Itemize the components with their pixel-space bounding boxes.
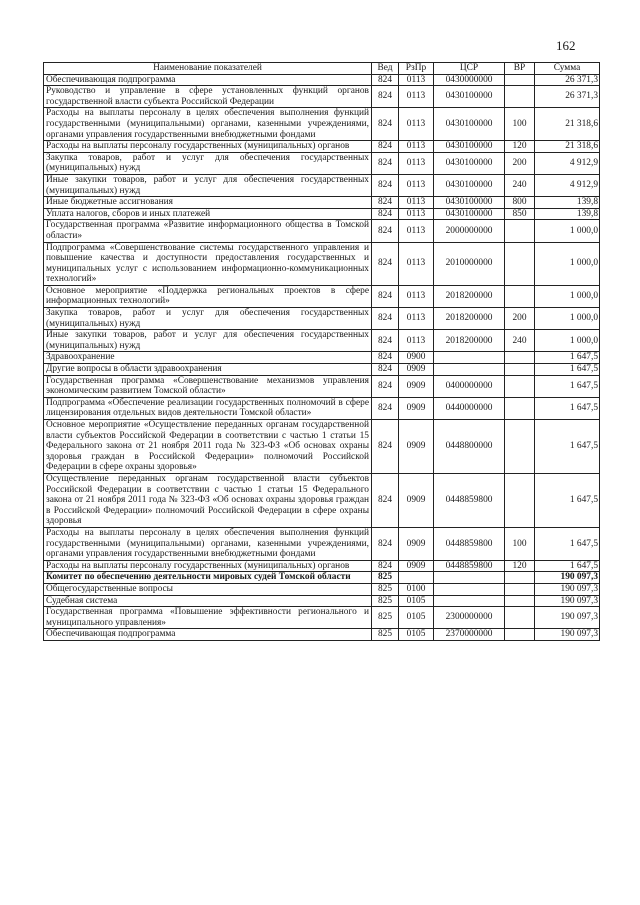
- cell-ved: 824: [372, 352, 399, 364]
- cell-name: Судебная система: [44, 595, 372, 607]
- cell-sum: 1 000,0: [535, 285, 600, 307]
- cell-vr: 200: [505, 152, 535, 174]
- cell-rzpr: 0105: [399, 607, 434, 629]
- cell-sum: 190 097,3: [535, 607, 600, 629]
- cell-ved: 824: [372, 330, 399, 352]
- cell-name: Обеспечивающая подпрограмма: [44, 74, 372, 86]
- cell-rzpr: 0909: [399, 397, 434, 419]
- table-row: [44, 208, 600, 220]
- cell-ved: 824: [372, 197, 399, 209]
- cell-rzpr: 0113: [399, 208, 434, 220]
- cell-sum: 190 097,3: [535, 572, 600, 584]
- cell-ved: 824: [372, 285, 399, 307]
- cell-name: Основное мероприятие «Осуществление переданных органам государственной власти субъектов Российской Федерации в соответствии с частью 1 статьи 15 Федерального закона от 21 ноября 2011 года № 323-ФЗ «Об основах охраны здоровья граждан в Российской Федерации» полномочий Российской Федерации в сфере охраны здоровья»: [44, 420, 372, 474]
- cell-csr: 0448859800: [434, 527, 505, 560]
- cell-sum: 21 318,6: [535, 141, 600, 153]
- table-row: [44, 74, 600, 86]
- cell-vr: 240: [505, 330, 535, 352]
- cell-sum: 1 647,5: [535, 527, 600, 560]
- cell-sum: 190 097,3: [535, 583, 600, 595]
- cell-name: Государственная программа «Развитие информационного общества в Томской области»: [44, 220, 372, 242]
- cell-name: Подпрограмма «Обеспечение реализации государственных полномочий в сфере лицензирования отдельных видов деятельности Томской области»: [44, 397, 372, 419]
- cell-sum: 190 097,3: [535, 595, 600, 607]
- cell-vr: [505, 473, 535, 527]
- table-row: [44, 527, 600, 560]
- cell-csr: [434, 595, 505, 607]
- cell-ved: 824: [372, 141, 399, 153]
- header-name: Наименование показателей: [44, 63, 372, 75]
- table-row: [44, 197, 600, 209]
- cell-ved: 824: [372, 208, 399, 220]
- cell-rzpr: 0113: [399, 242, 434, 285]
- cell-csr: 2018200000: [434, 285, 505, 307]
- header-csr: ЦСР: [434, 63, 505, 75]
- table-row: [44, 629, 600, 641]
- table-row: [44, 285, 600, 307]
- cell-csr: 0440000000: [434, 397, 505, 419]
- cell-sum: 1 647,5: [535, 420, 600, 474]
- cell-vr: [505, 285, 535, 307]
- cell-sum: 1 647,5: [535, 397, 600, 419]
- cell-ved: 824: [372, 74, 399, 86]
- cell-sum: 190 097,3: [535, 629, 600, 641]
- cell-ved: 824: [372, 220, 399, 242]
- cell-csr: [434, 352, 505, 364]
- cell-vr: 120: [505, 141, 535, 153]
- cell-ved: 824: [372, 308, 399, 330]
- cell-name: Расходы на выплаты персоналу в целях обеспечения выполнения функций государственными (муниципальными) органами, казенными учреждениями, органами управления государственными внебюджетными фондами: [44, 527, 372, 560]
- cell-vr: [505, 375, 535, 397]
- cell-vr: [505, 572, 535, 584]
- table-body: [44, 74, 600, 640]
- cell-csr: 2000000000: [434, 220, 505, 242]
- table-row: [44, 420, 600, 474]
- cell-rzpr: 0113: [399, 174, 434, 196]
- cell-vr: [505, 629, 535, 641]
- cell-vr: 800: [505, 197, 535, 209]
- cell-rzpr: 0909: [399, 527, 434, 560]
- cell-ved: 824: [372, 473, 399, 527]
- cell-csr: 0430100000: [434, 86, 505, 108]
- cell-csr: 0448859800: [434, 473, 505, 527]
- table-row: [44, 595, 600, 607]
- table-row: [44, 141, 600, 153]
- cell-vr: [505, 397, 535, 419]
- cell-vr: 240: [505, 174, 535, 196]
- cell-csr: [434, 572, 505, 584]
- table-row: [44, 220, 600, 242]
- cell-rzpr: 0113: [399, 74, 434, 86]
- cell-name: Государственная программа «Совершенствование механизмов управления экономическим развитием Томской области»: [44, 375, 372, 397]
- cell-ved: 824: [372, 242, 399, 285]
- cell-name: Комитет по обеспечению деятельности мировых судей Томской области: [44, 572, 372, 584]
- table-row: [44, 364, 600, 376]
- cell-sum: 139,8: [535, 208, 600, 220]
- cell-csr: 0400000000: [434, 375, 505, 397]
- cell-rzpr: 0909: [399, 375, 434, 397]
- cell-rzpr: 0105: [399, 595, 434, 607]
- cell-sum: 139,8: [535, 197, 600, 209]
- cell-ved: 825: [372, 595, 399, 607]
- cell-name: Уплата налогов, сборов и иных платежей: [44, 208, 372, 220]
- cell-csr: 0430100000: [434, 152, 505, 174]
- cell-ved: 824: [372, 397, 399, 419]
- cell-vr: [505, 595, 535, 607]
- cell-rzpr: 0900: [399, 352, 434, 364]
- cell-sum: 1 000,0: [535, 308, 600, 330]
- table-row: [44, 397, 600, 419]
- cell-csr: 0430100000: [434, 108, 505, 141]
- table-row: [44, 108, 600, 141]
- cell-ved: 824: [372, 152, 399, 174]
- cell-name: Осуществление переданных органам государственной власти субъектов Российской Федерации в соответствии с частью 1 статьи 15 Федерального закона от 21 ноября 2011 года № 323-ФЗ «Об основах охраны здоровья граждан в Российской Федерации» полномочий Российской Федерации в сфере охраны здоровья: [44, 473, 372, 527]
- cell-name: Иные закупки товаров, работ и услуг для обеспечения государственных (муниципальных) нужд: [44, 174, 372, 196]
- budget-table: [43, 62, 600, 641]
- cell-ved: 824: [372, 364, 399, 376]
- table-row: [44, 352, 600, 364]
- cell-sum: 26 371,3: [535, 86, 600, 108]
- header-ved: Вед: [372, 63, 399, 75]
- table-row: [44, 330, 600, 352]
- cell-rzpr: 0113: [399, 330, 434, 352]
- cell-sum: 21 318,6: [535, 108, 600, 141]
- table-row: [44, 572, 600, 584]
- cell-ved: 824: [372, 375, 399, 397]
- cell-name: Здравоохранение: [44, 352, 372, 364]
- cell-csr: 2010000000: [434, 242, 505, 285]
- cell-sum: 26 371,3: [535, 74, 600, 86]
- cell-rzpr: 0100: [399, 583, 434, 595]
- header-vr: ВР: [505, 63, 535, 75]
- cell-name: Закупка товаров, работ и услуг для обеспечения государственных (муниципальных) нужд: [44, 152, 372, 174]
- cell-sum: 1 647,5: [535, 364, 600, 376]
- cell-rzpr: 0909: [399, 364, 434, 376]
- cell-ved: 825: [372, 583, 399, 595]
- cell-csr: 0430100000: [434, 208, 505, 220]
- cell-vr: 120: [505, 560, 535, 572]
- cell-sum: 1 647,5: [535, 375, 600, 397]
- cell-ved: 824: [372, 174, 399, 196]
- table-row: [44, 473, 600, 527]
- cell-vr: 100: [505, 527, 535, 560]
- cell-rzpr: 0113: [399, 308, 434, 330]
- cell-sum: 1 000,0: [535, 330, 600, 352]
- cell-sum: 1 000,0: [535, 220, 600, 242]
- cell-csr: 0448800000: [434, 420, 505, 474]
- cell-csr: [434, 364, 505, 376]
- cell-rzpr: 0113: [399, 197, 434, 209]
- table-row: [44, 607, 600, 629]
- cell-vr: [505, 420, 535, 474]
- cell-name: Расходы на выплаты персоналу в целях обеспечения выполнения функций государственными (муниципальными) органами, казенными учреждениями, органами управления государственными внебюджетными фондами: [44, 108, 372, 141]
- cell-ved: 825: [372, 629, 399, 641]
- cell-rzpr: 0113: [399, 141, 434, 153]
- cell-name: Руководство и управление в сфере установленных функций органов государственной власти субъекта Российской Федерации: [44, 86, 372, 108]
- cell-sum: 4 912,9: [535, 174, 600, 196]
- cell-name: Иные бюджетные ассигнования: [44, 197, 372, 209]
- table-row: [44, 583, 600, 595]
- cell-name: Государственная программа «Повышение эффективности регионального и муниципального управления»: [44, 607, 372, 629]
- cell-rzpr: 0909: [399, 473, 434, 527]
- cell-name: Иные закупки товаров, работ и услуг для обеспечения государственных (муниципальных) нужд: [44, 330, 372, 352]
- cell-vr: 200: [505, 308, 535, 330]
- cell-vr: [505, 220, 535, 242]
- cell-csr: 0448859800: [434, 560, 505, 572]
- cell-csr: 2370000000: [434, 629, 505, 641]
- cell-ved: 824: [372, 108, 399, 141]
- cell-name: Подпрограмма «Совершенствование системы государственного управления и повышение качества и доступности предоставления государственных и муниципальных услуг с использованием информационно-коммуникационных технологий»: [44, 242, 372, 285]
- cell-sum: 4 912,9: [535, 152, 600, 174]
- cell-sum: 1 647,5: [535, 560, 600, 572]
- cell-csr: 0430100000: [434, 174, 505, 196]
- cell-vr: [505, 352, 535, 364]
- cell-csr: 0430100000: [434, 197, 505, 209]
- cell-sum: 1 000,0: [535, 242, 600, 285]
- cell-vr: [505, 607, 535, 629]
- cell-ved: 824: [372, 86, 399, 108]
- cell-ved: 825: [372, 572, 399, 584]
- cell-name: Другие вопросы в области здравоохранения: [44, 364, 372, 376]
- cell-rzpr: 0113: [399, 108, 434, 141]
- cell-rzpr: 0113: [399, 220, 434, 242]
- cell-vr: [505, 74, 535, 86]
- cell-sum: 1 647,5: [535, 473, 600, 527]
- cell-rzpr: 0105: [399, 629, 434, 641]
- cell-name: Закупка товаров, работ и услуг для обеспечения государственных (муниципальных) нужд: [44, 308, 372, 330]
- cell-vr: 850: [505, 208, 535, 220]
- cell-csr: 2018200000: [434, 330, 505, 352]
- cell-rzpr: 0113: [399, 86, 434, 108]
- cell-sum: 1 647,5: [535, 352, 600, 364]
- header-rzpr: РзПр: [399, 63, 434, 75]
- cell-rzpr: 0113: [399, 285, 434, 307]
- cell-csr: 0430100000: [434, 141, 505, 153]
- cell-name: Основное мероприятие «Поддержка региональных проектов в сфере информационных технологий»: [44, 285, 372, 307]
- cell-name: Обеспечивающая подпрограмма: [44, 629, 372, 641]
- cell-ved: 824: [372, 420, 399, 474]
- cell-ved: 824: [372, 560, 399, 572]
- cell-vr: 100: [505, 108, 535, 141]
- cell-vr: [505, 364, 535, 376]
- cell-name: Расходы на выплаты персоналу государственных (муниципальных) органов: [44, 560, 372, 572]
- cell-csr: 2018200000: [434, 308, 505, 330]
- cell-csr: [434, 583, 505, 595]
- table-header-row: [44, 63, 600, 75]
- cell-ved: 824: [372, 527, 399, 560]
- cell-name: Общегосударственные вопросы: [44, 583, 372, 595]
- table-row: [44, 174, 600, 196]
- page-number: 162: [556, 38, 576, 53]
- table-row: [44, 308, 600, 330]
- cell-vr: [505, 86, 535, 108]
- header-sum: Сумма: [535, 63, 600, 75]
- cell-csr: 0430000000: [434, 74, 505, 86]
- table-row: [44, 242, 600, 285]
- cell-ved: 825: [372, 607, 399, 629]
- cell-rzpr: 0909: [399, 560, 434, 572]
- cell-name: Расходы на выплаты персоналу государственных (муниципальных) органов: [44, 141, 372, 153]
- table-row: [44, 375, 600, 397]
- table-row: [44, 152, 600, 174]
- cell-csr: 2300000000: [434, 607, 505, 629]
- cell-vr: [505, 242, 535, 285]
- cell-vr: [505, 583, 535, 595]
- table-row: [44, 560, 600, 572]
- table-row: [44, 86, 600, 108]
- cell-rzpr: [399, 572, 434, 584]
- cell-rzpr: 0909: [399, 420, 434, 474]
- cell-rzpr: 0113: [399, 152, 434, 174]
